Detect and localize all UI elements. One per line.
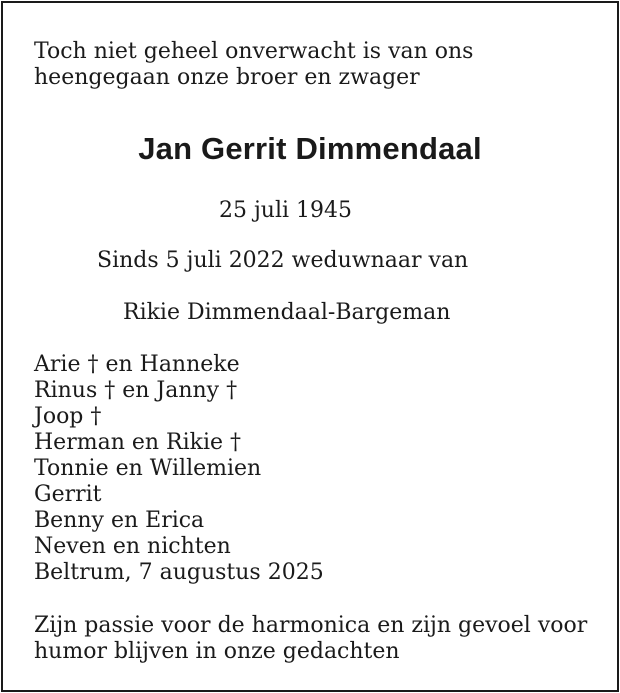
relative-item: Gerrit	[34, 482, 102, 507]
relative-item: Neven en nichten	[34, 534, 231, 559]
birth-date: 25 juli 1945	[219, 198, 353, 223]
spouse-name: Rikie Dimmendaal-Bargeman	[123, 300, 451, 325]
intro-line-1: Toch niet geheel onverwacht is van ons	[34, 39, 474, 64]
relative-item: Benny en Erica	[34, 508, 205, 533]
widower-line: Sinds 5 juli 2022 weduwnaar van	[97, 248, 469, 273]
closing-line-1: Zijn passie voor de harmonica en zijn gevoel voor	[34, 613, 588, 638]
relative-item: Tonnie en Willemien	[34, 456, 262, 481]
closing-text	[34, 613, 587, 665]
relative-item: Herman en Rikie †	[34, 430, 242, 455]
relative-item: Rinus † en Janny †	[34, 378, 238, 403]
relative-item: Arie † en Hanneke	[34, 352, 240, 377]
relative-item: Joop †	[34, 404, 102, 429]
relatives-list	[34, 352, 261, 560]
closing-line-2: humor blijven in onze gedachten	[34, 639, 400, 664]
deceased-name: Jan Gerrit Dimmendaal	[138, 131, 482, 166]
place-and-date: Beltrum, 7 augustus 2025	[34, 560, 324, 585]
intro-line-2: heengegaan onze broer en zwager	[34, 65, 420, 90]
obituary-notice	[1, 1, 619, 692]
intro-text	[34, 39, 473, 91]
